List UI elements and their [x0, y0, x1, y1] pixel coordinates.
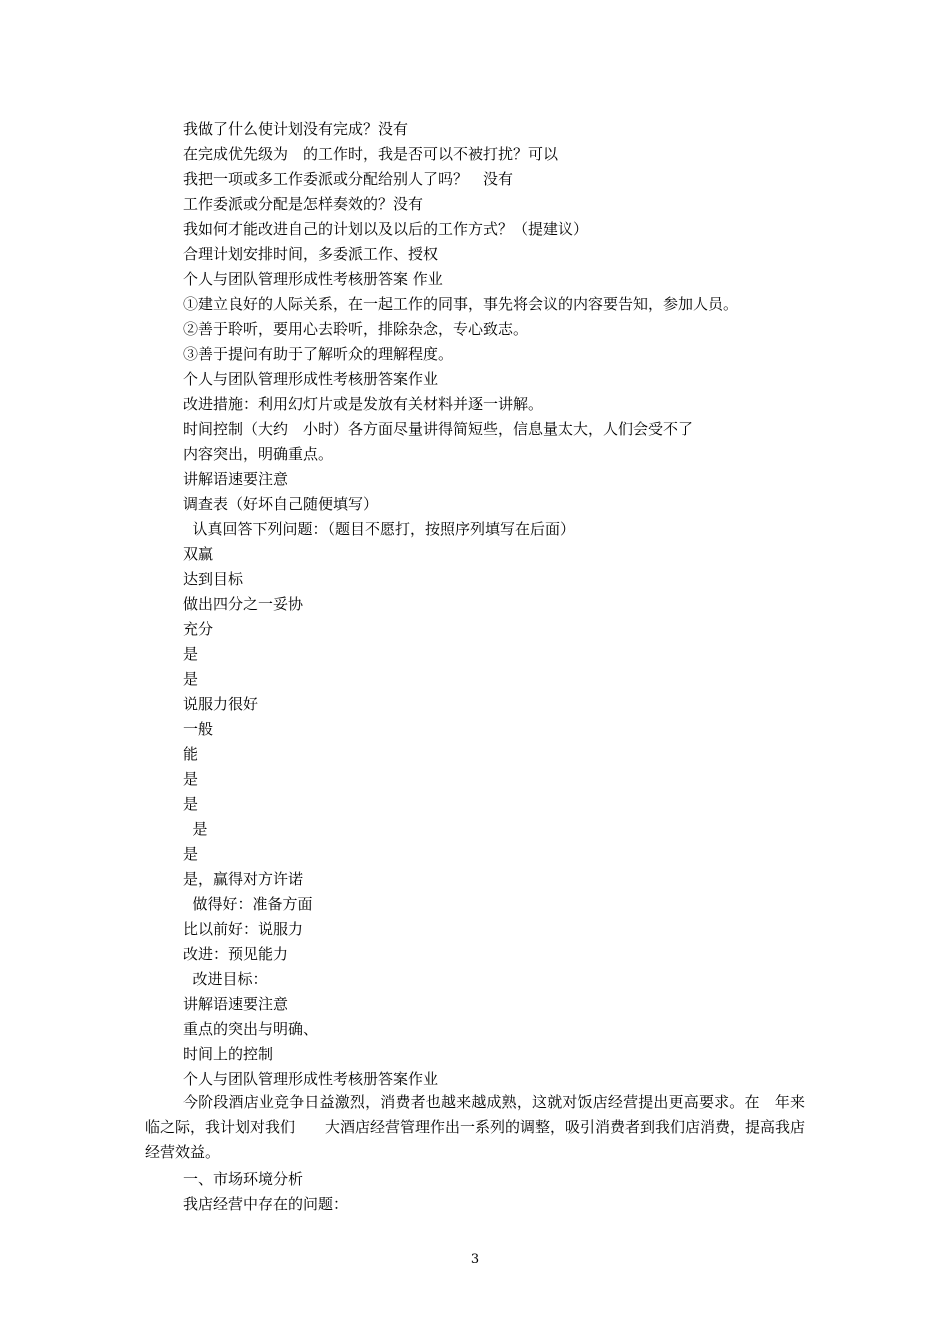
answer-line: 做得好：准备方面	[183, 895, 313, 913]
text-line: 我把一项或多工作委派或分配给别人了吗？ 没有	[183, 170, 514, 188]
text-line: 我店经营中存在的问题：	[183, 1195, 349, 1213]
answer-line: 重点的突出与明确、	[183, 1020, 319, 1038]
body-paragraph: 今阶段酒店业竞争日益激烈，消费者也越来越成熟，这就对饭店经营提出更高要求。在 年来临之际，我计划对我们 大酒店经营管理作出一系列的调整，吸引消费者到我们店消费，提高我店经营效益。	[145, 1093, 806, 1161]
text-line: 时间控制（大约 小时）各方面尽量讲得简短些，信息量太大，人们会受不了	[183, 420, 694, 438]
text-line: 认真回答下列问题：（题目不愿打，按照序列填写在后面）	[183, 520, 576, 538]
answer-line: 是	[183, 770, 199, 788]
text-line: 在完成优先级为 的工作时，我是否可以不被打扰？可以	[183, 145, 559, 163]
answer-line: 是	[183, 820, 208, 838]
text-line: 调查表（好坏自己随便填写）	[183, 495, 379, 513]
section-heading: 个人与团队管理形成性考核册答案 作业	[183, 270, 443, 288]
answer-line: 达到目标	[183, 570, 244, 588]
answer-line: 能	[183, 745, 199, 763]
page-number: 3	[470, 1252, 480, 1267]
answer-line: 是，赢得对方许诺	[183, 870, 304, 888]
answer-line: 是	[183, 845, 199, 863]
answer-line: 改进目标：	[183, 970, 268, 988]
text-line: ③善于提问有助于了解听众的理解程度。	[183, 345, 454, 363]
answer-line: 双赢	[183, 545, 214, 563]
answer-line: 是	[183, 670, 199, 688]
answer-line: 时间上的控制	[183, 1045, 274, 1063]
section-heading: 个人与团队管理形成性考核册答案作业	[183, 1070, 439, 1088]
subsection-heading: 一、市场环境分析	[183, 1170, 304, 1188]
text-line: 内容突出，明确重点。	[183, 445, 334, 463]
answer-line: 充分	[183, 620, 214, 638]
answer-line: 讲解语速要注意	[183, 995, 289, 1013]
answer-line: 一般	[183, 720, 214, 738]
answer-line: 比以前好：说服力	[183, 920, 304, 938]
answer-line: 是	[183, 645, 199, 663]
text-line: 工作委派或分配是怎样奏效的？没有	[183, 195, 424, 213]
text-line: 我如何才能改进自己的计划以及以后的工作方式？（提建议）	[183, 220, 589, 238]
text-line: ②善于聆听，要用心去聆听，排除杂念，专心致志。	[183, 320, 529, 338]
answer-line: 做出四分之一妥协	[183, 595, 304, 613]
text-line: ①建立良好的人际关系，在一起工作的同事，事先将会议的内容要告知，参加人员。	[183, 295, 739, 313]
section-heading: 个人与团队管理形成性考核册答案作业	[183, 370, 439, 388]
text-line: 合理计划安排时间，多委派工作、授权	[183, 245, 439, 263]
answer-line: 说服力很好	[183, 695, 259, 713]
text-line: 改进措施：利用幻灯片或是发放有关材料并逐一讲解。	[183, 395, 544, 413]
text-line: 讲解语速要注意	[183, 470, 289, 488]
text-line: 我做了什么使计划没有完成？没有	[183, 120, 409, 138]
answer-line: 改进：预见能力	[183, 945, 289, 963]
answer-line: 是	[183, 795, 199, 813]
